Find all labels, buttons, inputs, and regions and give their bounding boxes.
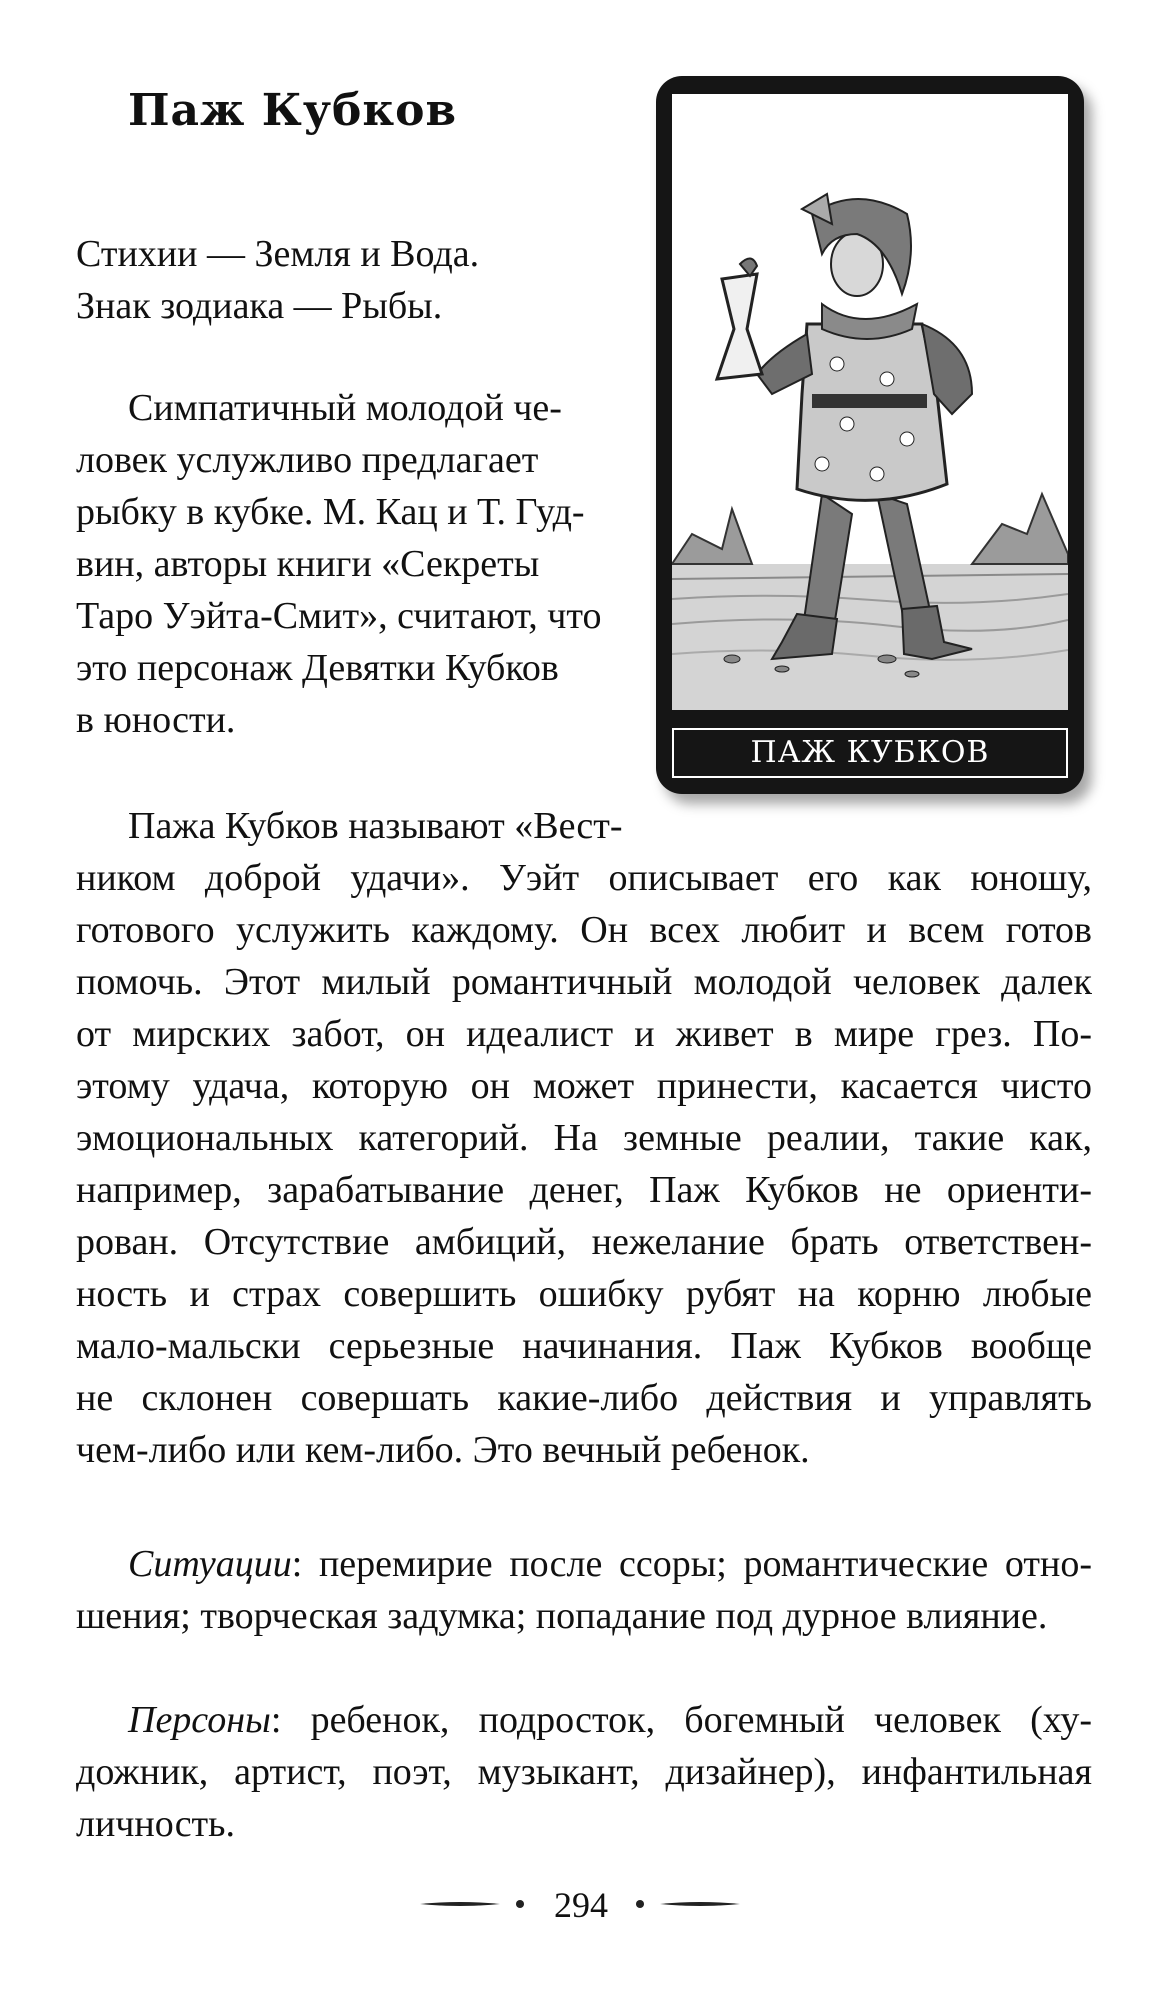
text-line: ность и страх совершить ошибку рубят на корню любые — [76, 1273, 1092, 1315]
text-line: рован. Отсутствие амбиций, нежелание брать ответствен- — [76, 1221, 1092, 1263]
text-line: готового услужить каждому. Он всех любит и всем готов — [76, 909, 1092, 951]
situations-paragraph — [76, 1538, 1092, 1642]
page-number: 294 — [554, 1885, 608, 1925]
text-line: помочь. Этот милый романтичный молодой человек далек — [76, 961, 1092, 1003]
text-line: дожник, артист, поэт, музыкант, дизайнер), инфантильная — [76, 1751, 1092, 1793]
text-line: мало-мальски серьезные начинания. Паж Кубков вообще — [76, 1325, 1092, 1367]
text-line: не склонен совершать какие-либо действия и управлять — [76, 1377, 1092, 1419]
text-line: чем-либо или кем-либо. Это вечный ребенок. — [76, 1429, 810, 1471]
page-of-cups-illustration — [672, 94, 1068, 710]
persons-paragraph — [76, 1694, 1092, 1850]
persons-text: : ребенок, подросток, богемный человек (ху- — [270, 1699, 1092, 1741]
ornament-left-icon — [420, 1894, 530, 1914]
text-line: рыбку в кубке. М. Кац и Т. Гуд- — [76, 491, 585, 533]
text-line: личность. — [76, 1803, 235, 1845]
situations-text: : перемирие после ссоры; романтические отно- — [291, 1543, 1092, 1585]
text-line: Симпатичный молодой че- — [128, 387, 562, 429]
situations-label: Ситуации — [128, 1543, 292, 1585]
text-line: Таро Уэйта-Смит», считают, что — [76, 595, 602, 637]
ornament-right-icon — [630, 1894, 740, 1914]
intro-elements: Стихии — Земля и Вода. — [76, 233, 480, 275]
page-footer — [0, 1880, 1162, 1930]
text-line: ловек услужливо предлагает — [76, 439, 539, 481]
text-line: шения; творческая задумка; попадание под дурное влияние. — [76, 1595, 1048, 1637]
card-caption: ПАЖ КУБКОВ — [672, 728, 1068, 778]
tarot-card — [656, 76, 1084, 794]
paragraph-2 — [76, 852, 1092, 1476]
persons-label: Персоны — [128, 1699, 271, 1741]
card-illustration — [672, 94, 1068, 710]
text-line: эмоциональных категорий. На земные реалии, такие как, — [76, 1117, 1092, 1159]
text-line: этому удача, которую он может принести, касается чисто — [76, 1065, 1092, 1107]
text-line: например, зарабатывание денег, Паж Кубков не ориенти- — [76, 1169, 1092, 1211]
text-line: в юности. — [76, 699, 236, 741]
text-line: вин, авторы книги «Секреты — [76, 543, 540, 585]
text-line: это персонаж Девятки Кубков — [76, 647, 559, 689]
text-line: ником доброй удачи». Уэйт описывает его как юношу, — [76, 857, 1092, 899]
text-line: Пажа Кубков называют «Вест- — [128, 805, 623, 847]
text-line: от мирских забот, он идеалист и живет в мире грез. По- — [76, 1013, 1092, 1055]
intro-zodiac: Знак зодиака — Рыбы. — [76, 285, 443, 327]
page-heading: Паж Кубков — [128, 85, 458, 136]
